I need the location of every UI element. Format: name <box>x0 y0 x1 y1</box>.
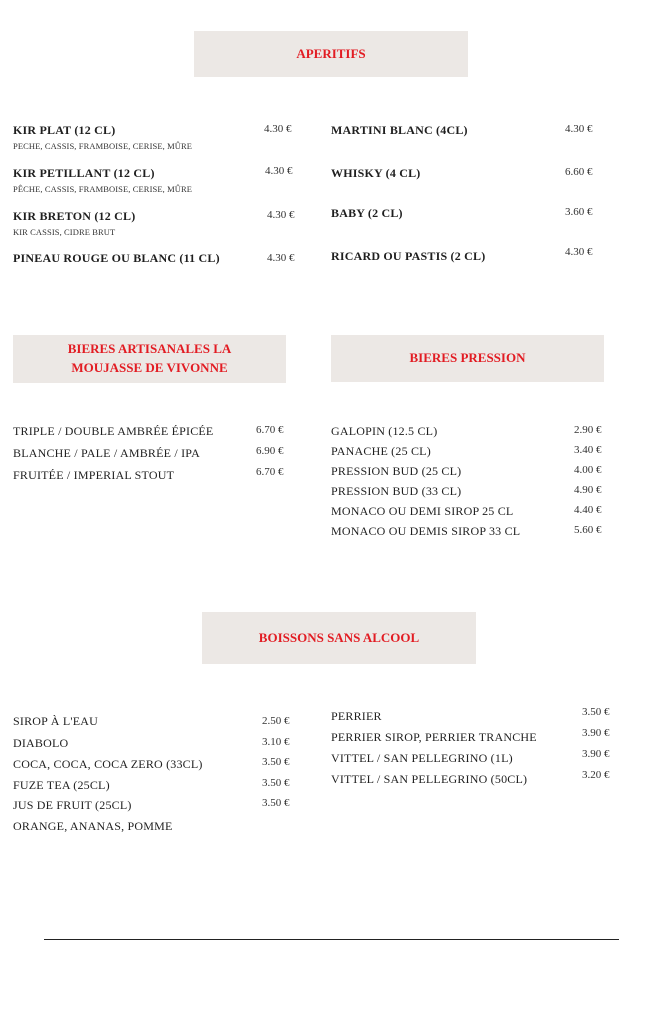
item-price: 3.90 € <box>582 727 610 739</box>
bieres-pression-title: BIERES PRESSION <box>409 350 526 366</box>
item-description: KIR CASSIS, CIDRE BRUT <box>13 227 116 237</box>
item-price: 4.40 € <box>574 504 602 516</box>
item-name: JUS DE FRUIT (25CL) <box>13 798 132 812</box>
item-name: KIR BRETON (12 CL) <box>13 209 136 223</box>
menu-item <box>331 206 403 221</box>
menu-item <box>13 819 173 834</box>
menu-item <box>331 123 468 138</box>
item-price: 2.90 € <box>574 424 602 436</box>
sans-alcool-banner <box>202 612 476 664</box>
item-price: 4.30 € <box>565 246 593 258</box>
menu-item <box>331 709 382 724</box>
menu-item <box>13 209 135 237</box>
menu-item <box>13 166 192 194</box>
item-price: 3.50 € <box>262 777 290 789</box>
item-name: FUZE TEA (25CL) <box>13 778 110 792</box>
bieres-pression-banner <box>331 335 604 382</box>
item-price: 6.70 € <box>256 424 284 436</box>
menu-item <box>13 424 213 439</box>
menu-item <box>13 251 220 266</box>
item-price: 4.30 € <box>267 252 295 264</box>
menu-item <box>331 166 421 181</box>
menu-item <box>13 757 203 772</box>
bieres-artisanales-title-line2: MOUJASSE DE VIVONNE <box>71 360 228 375</box>
sans-alcool-title: BOISSONS SANS ALCOOL <box>258 629 420 645</box>
item-price: 2.50 € <box>262 715 290 727</box>
item-price: 3.40 € <box>574 444 602 456</box>
menu-item <box>331 524 520 539</box>
menu-item <box>13 778 110 793</box>
aperitifs-title: APERITIFS <box>296 45 366 61</box>
menu-item <box>331 444 431 459</box>
item-price: 3.90 € <box>582 748 610 760</box>
item-name: COCA, COCA, COCA ZERO (33CL) <box>13 757 203 771</box>
item-price: 4.90 € <box>574 484 602 496</box>
item-description: PÊCHE, CASSIS, FRAMBOISE, CERISE, MÛRE <box>13 184 193 194</box>
item-name: SIROP À L'EAU <box>13 714 98 728</box>
item-name: PANACHE (25 CL) <box>331 444 431 458</box>
menu-item <box>331 751 513 766</box>
item-price: 4.30 € <box>264 123 292 135</box>
item-name: TRIPLE / DOUBLE AMBRÉE ÉPICÉE <box>13 424 214 438</box>
menu-item <box>331 504 513 519</box>
menu-item <box>331 730 537 745</box>
item-price: 3.50 € <box>262 797 290 809</box>
bieres-artisanales-title-line1: BIERES ARTISANALES LA <box>67 341 232 357</box>
item-name: BLANCHE / PALE / AMBRÉE / IPA <box>13 446 200 460</box>
item-price: 3.60 € <box>565 206 593 218</box>
menu-item <box>13 468 174 483</box>
item-name: VITTEL / SAN PELLEGRINO (50CL) <box>331 772 528 786</box>
item-name: PRESSION BUD (25 CL) <box>331 464 462 478</box>
menu-item <box>331 424 437 439</box>
item-price: 4.30 € <box>265 165 293 177</box>
item-name: BABY (2 CL) <box>331 206 403 220</box>
item-name: KIR PETILLANT (12 CL) <box>13 166 155 180</box>
menu-item <box>13 736 68 751</box>
aperitifs-banner <box>194 31 468 77</box>
menu-item <box>331 772 527 787</box>
menu-item <box>331 464 461 479</box>
item-name: PINEAU ROUGE OU BLANC (11 CL) <box>13 251 220 265</box>
item-price: 3.50 € <box>582 706 610 718</box>
item-name: ORANGE, ANANAS, POMME <box>13 819 173 833</box>
item-name: MARTINI BLANC (4CL) <box>331 123 468 137</box>
item-price: 3.50 € <box>262 756 290 768</box>
item-name: PRESSION BUD (33 CL) <box>331 484 462 498</box>
menu-item <box>331 249 485 264</box>
item-price: 3.20 € <box>582 769 610 781</box>
item-price: 4.30 € <box>565 123 593 135</box>
bottom-divider <box>44 939 619 940</box>
item-name: KIR PLAT (12 CL) <box>13 123 116 137</box>
menu-item <box>331 484 461 499</box>
item-price: 4.00 € <box>574 464 602 476</box>
item-name: RICARD OU PASTIS (2 CL) <box>331 249 486 263</box>
item-name: PERRIER SIROP, PERRIER TRANCHE <box>331 730 537 744</box>
item-price: 6.70 € <box>256 466 284 478</box>
item-description: PECHE, CASSIS, FRAMBOISE, CERISE, MÛRE <box>13 141 193 151</box>
item-name: VITTEL / SAN PELLEGRINO (1L) <box>331 751 513 765</box>
item-name: MONACO OU DEMI SIROP 25 CL <box>331 504 514 518</box>
item-price: 4.30 € <box>267 209 295 221</box>
item-name: PERRIER <box>331 709 382 723</box>
item-name: MONACO OU DEMIS SIROP 33 CL <box>331 524 521 538</box>
bieres-artisanales-banner <box>13 335 286 383</box>
item-price: 6.60 € <box>565 166 593 178</box>
menu-item <box>13 123 192 151</box>
item-price: 5.60 € <box>574 524 602 536</box>
item-name: WHISKY (4 CL) <box>331 166 421 180</box>
item-price: 3.10 € <box>262 736 290 748</box>
item-name: DIABOLO <box>13 736 69 750</box>
menu-item <box>13 446 200 461</box>
item-name: FRUITÉE / IMPERIAL STOUT <box>13 468 175 482</box>
item-price: 6.90 € <box>256 445 284 457</box>
menu-item <box>13 714 98 729</box>
item-name: GALOPIN (12.5 CL) <box>331 424 438 438</box>
menu-item <box>13 798 132 813</box>
